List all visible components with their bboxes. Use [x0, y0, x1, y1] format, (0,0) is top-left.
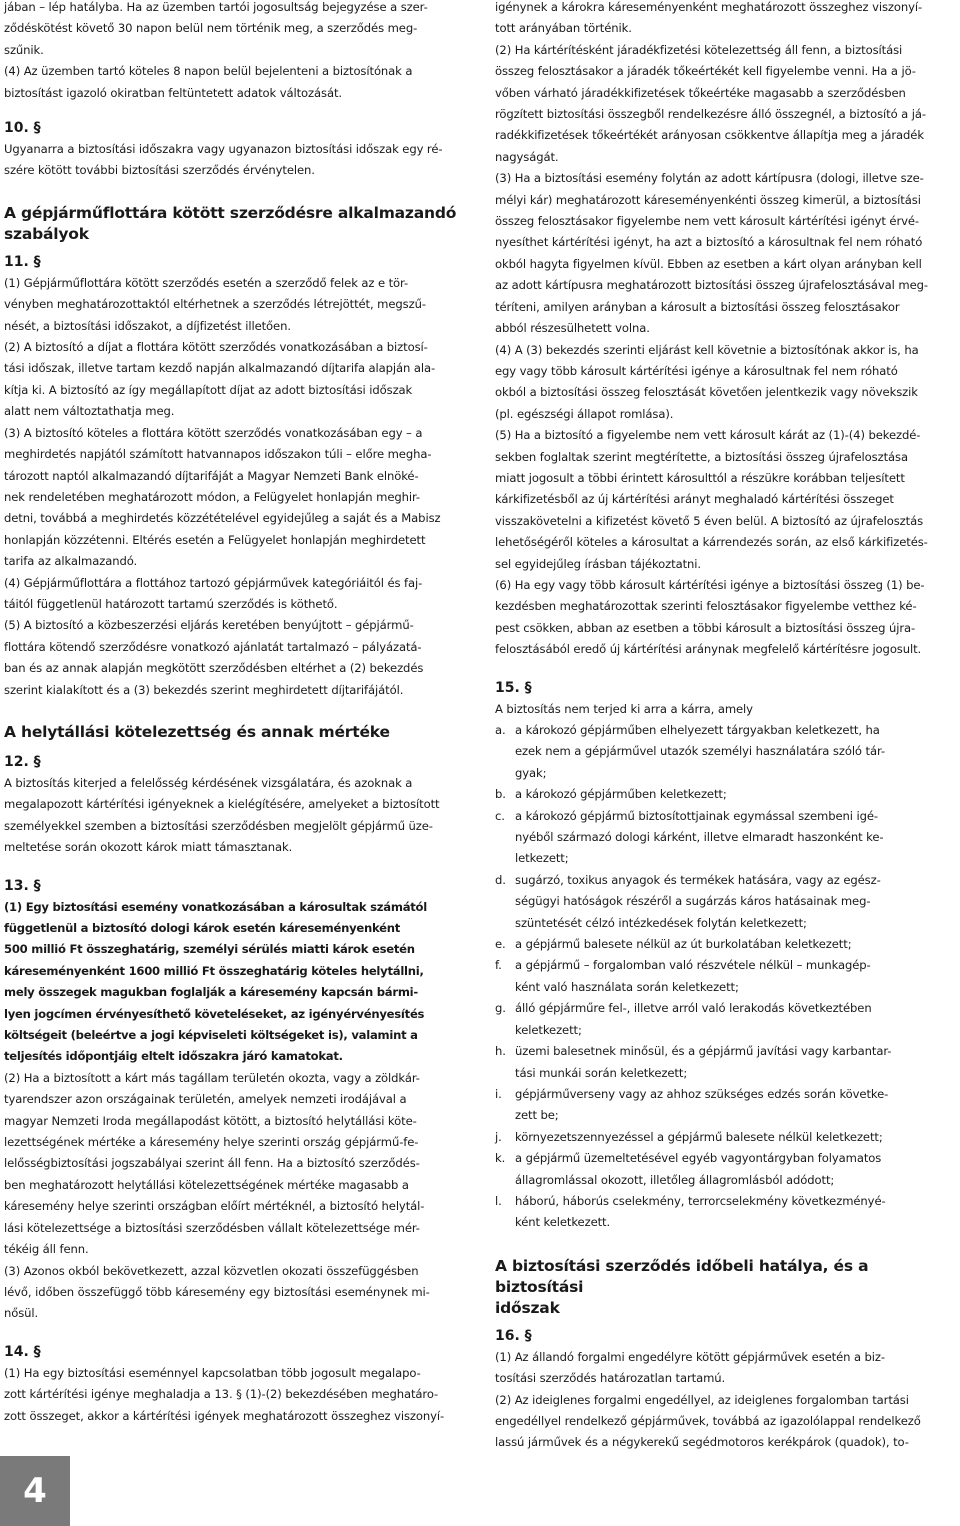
- list-item-letter: e.: [495, 937, 506, 952]
- exclusion-list: [495, 720, 957, 1234]
- paragraph: (5) A biztosító a közbeszerzési eljárás keretében benyújtott – gépjármű- flottára kötendő szerződésre vonatkozó ajánlatát tartalmazó – pályázatá- ban és az annak alapján megkötött szerződésben eltérhet a (2) bekezdés szerint kialakított és a (3) bekezdés szerint meghirdetett díjtarifájától.: [4, 618, 424, 697]
- list-item-letter: c.: [495, 808, 505, 823]
- list-item-letter: a.: [495, 723, 506, 737]
- paragraph: Ugyanarra a biztosítási időszakra vagy ugyanazon biztosítási időszak egy ré- szére kötött további biztosítási szerződés érvénytelen.: [4, 142, 443, 178]
- paragraph: (2) A biztosító a díjat a flottára kötött szerződés vonatkozásában a biztosí- tási időszak, illetve tartam kezdő napján alkalmazandó díjtarifa alapján ala- kítja ki. A biztosító az így megállapított díjat az adott biztosítási időszak alatt nem változtathatja meg.: [4, 340, 436, 419]
- paragraph: (1) Az állandó forgalmi engedélyre kötött gépjárművek esetén a biz- tosítási szerződés határozatlan tartamú.: [495, 1349, 885, 1386]
- section-heading: A biztosítási szerződés időbeli hatálya, és a biztosítási időszak: [495, 1256, 869, 1317]
- paragraph: (1) Ha egy biztosítási eseménnyel kapcsolatban több jogosult megalapo- zott kártérítési igénye meghaladja a 13. § (1)-(2) bekezdésében meghatáro- zott összeget, akkor a kártérítési igények meghatározott összeghez viszonyí-: [4, 1365, 445, 1423]
- list-item: [495, 806, 957, 870]
- paragraph: (3) A biztosító köteles a flottára kötött szerződés vonatkozásában egy – a meghirdetés napjától számított hatvannapos időszakon túli – előre megha- tározott naptól alkalmazandó díjtarifáját a Magyar Nemzeti Bank elnöké- nek rendeletében meghatározott módon, a Felügyelet honlapján meghir- detni, továbbá a meghirdetés közzétételével egyidejűleg a saját és a Mabisz honlapján közzétenni. Eltérés esetén a Felügyelet honlapján meghirdetett tarifa az alkalmazandó.: [4, 425, 441, 569]
- list-item-text: a károkozó gépjármű biztosítottjainak egymással szembeni igé- nyéből származó dologi kárként, illetve elmaradt haszonként ke- letkezett;: [515, 808, 884, 866]
- list-item-text: környezetszennyezéssel a gépjármű balesete nélkül keletkezett;: [515, 1129, 883, 1144]
- list-item-text: háború, háborús cselekmény, terrorcselekmény következményé- ként keletkezett.: [515, 1193, 886, 1230]
- paragraph-bold: (1) Egy biztosítási esemény vonatkozásában a károsultak számától függetlenül a biztosító dologi károk esetén káreseményenként 500 millió Ft összeghatárig, személyi sérülés miatti károk esetén káreseményenként 1600 millió Ft összeghatárig köteles helytállni, mely összegek magukban foglalják a káresemény kapcsán bármi- lyen jogcímen érvényesíthető követeléseket, az igényérvényesítés költségeit (beleértve a jogi képviseleti költségeket is), valamint a teljesítés időpontjáig eltelt időszakra járó kamatokat.: [4, 899, 427, 1064]
- list-item: [495, 955, 957, 998]
- left-column: [4, 0, 467, 1427]
- list-item-letter: d.: [495, 872, 506, 887]
- list-item: [495, 998, 957, 1041]
- section-number: 16. §: [495, 1327, 532, 1344]
- section-number: 15. §: [495, 679, 532, 696]
- section-number: 14. §: [4, 1343, 41, 1360]
- paragraph: A biztosítás nem terjed ki arra a kárra, amely: [495, 701, 753, 716]
- list-item: [495, 1041, 957, 1084]
- list-item: [495, 720, 957, 784]
- list-item: [495, 934, 957, 955]
- list-item-letter: b.: [495, 787, 506, 802]
- section-heading: A helytállási kötelezettség és annak mértéke: [4, 722, 390, 741]
- list-item-text: a gépjármű üzemeltetésével egyéb vagyontárgyban folyamatos állagromlással okozott, illetőleg állagromlásból adódott;: [515, 1151, 882, 1187]
- paragraph: A biztosítás kiterjed a felelősség kérdésének vizsgálatára, és azoknak a megalapozott kártérítési igényeknek a kielégítésére, amelyeket a biztosított személyekkel szemben a biztosítási szerződésben megjelölt gépjármű üze- meltetése során okozott károk miatt támasztanak.: [4, 775, 440, 855]
- paragraph: (4) Gépjárműflottára a flottához tartozó gépjárművek kategóriáitól és faj- táitól függetlenül határozott tartamú szerződés is köthető.: [4, 575, 423, 611]
- list-item-text: a gépjármű – forgalomban való részvétele nélkül – munkagép- ként való használata során keletkezett;: [515, 958, 871, 994]
- list-item-text: sugárzó, toxikus anyagok és termékek hatására, vagy az egész- ségügyi hatóságok részéről a sugárzás káros hatásainak meg- szüntetését célzó intézkedések folytán keletkezett;: [515, 872, 881, 930]
- list-item: [495, 1127, 957, 1148]
- paragraph: jában – lép hatályba. Ha az üzemben tartói jogosultság bejegyzése a szer- ződéskötést követő 30 napon belül nem történik meg, a szerződés meg- szűnik.: [4, 0, 428, 57]
- section-number: 10. §: [4, 120, 41, 137]
- list-item-letter: g.: [495, 1001, 506, 1016]
- list-item: [495, 1191, 957, 1234]
- list-item-text: a gépjármű balesete nélkül az út burkolatában keletkezett;: [515, 937, 852, 952]
- list-item-letter: i.: [495, 1086, 502, 1101]
- paragraph: (2) Ha a biztosított a kárt más tagállam területén okozta, vagy a zöldkár- tyarendszer azon országainak területén, amelyek nemzeti irodájával a magyar Nemzeti Iroda megállapodást kötött, a biztosító helytállási köte- lezettségének mértéke a káresemény helye szerinti ország gépjármű-fe- lelősségbiztosítási jogszabályai szerint áll fenn. Ha a biztosító szerződés- ben meghatározott helytállási kötelezettségének mértéke magasabb a káresemény helye szerinti országban előírt mértéknél, a biztosító helytál- lási kötelezettsége a biztosítási szerződésben vállalt kötelezettsége mér- tékéig áll fenn.: [4, 1070, 425, 1257]
- paragraph: (2) Ha kártérítésként járadékfizetési kötelezettség áll fenn, a biztosítási összeg felosztásakor a járadék tőkeértékét kell figyelembe venni. Ha a jö- vőben várható járadékkifizetések tőkeértéke magasabb a szerződésben rögzített biztosítási összegből rendelkezésre álló összegnél, a biztosító a já- radékkifizetések tőkeértékét arányosan csökkentve állapítja meg a járadék nagyságát.: [495, 42, 926, 164]
- list-item: [495, 870, 957, 934]
- list-item: [495, 784, 957, 805]
- paragraph: (4) Az üzemben tartó köteles 8 napon belül bejelenteni a biztosítónak a biztosítást igazoló okiratban feltüntetett adatok változását.: [4, 64, 413, 100]
- paragraph: (3) Ha a biztosítási esemény folytán az adott kártípusra (dologi, illetve sze- mélyi kár) meghatározott káreseményenkénti összeg kimerül, a biztosítási összeg felosztásakor figyelembe nem vett károsult kártérítési igényt érvé- nyesíthet kártérítési igényt, ha azt a biztosító a károsultnak fel nem róható okból hagyta figyelmen kívül. Ebben az esetben a kárt olyan arányban kell az adott kártípusra meghatározott biztosítási összeg újrafelosztásával meg- téríteni, amilyen arányban a károsult a biztosítási összeg felosztásakor abból részesülhetett volna.: [495, 171, 928, 336]
- paragraph: (5) Ha a biztosító a figyelembe nem vett károsult kárát az (1)-(4) bekezdé- sekben foglaltak szerint megtérítette, a biztosítási összeg újrafelosztása miatt jogosult a többi érintett károsulttól a részükre korábban teljesített kárkifizetésből az új kártérítési arányt meghaladó kártérítési összeget visszakövetelni a kifizetést követő 5 éven belül. A biztosító az újrafelosztás lehetőségéről köteles a károsultat a kárrendezés során, az első kárkifizetés- sel egyidejűleg írásban tájékoztatni.: [495, 428, 928, 571]
- list-item: [495, 1084, 957, 1127]
- list-item-letter: j.: [495, 1129, 502, 1144]
- list-item: [495, 1148, 957, 1191]
- list-item-text: a károkozó gépjárműben elhelyezett tárgyakban keletkezett, ha ezek nem a gépjárművel utazók személyi használatára szóló tár- gyak;: [515, 723, 885, 780]
- paragraph: (3) Azonos okból bekövetkezett, azzal közvetlen okozati összefüggésben lévő, időben összefüggő több káresemény egy biztosítási eseménynek mi- nősül.: [4, 1263, 430, 1321]
- section-number: 13. §: [4, 877, 41, 894]
- list-item-letter: f.: [495, 958, 502, 973]
- list-item-text: gépjárműverseny vagy az ahhoz szükséges edzés során követke- zett be;: [515, 1086, 889, 1123]
- section-heading: A gépjárműflottára kötött szerződésre alkalmazandó szabályok: [4, 203, 457, 243]
- paragraph: (2) Az ideiglenes forgalmi engedéllyel, az ideiglenes forgalomban tartási engedéllyel rendelkező gépjárművek, továbbá az igazolólappal rendelkező lassú járművek és a négykerekű segédmotoros kerékpárok (quadok), to-: [495, 1392, 921, 1450]
- list-item-letter: l.: [495, 1193, 502, 1208]
- paragraph: (4) A (3) bekezdés szerinti eljárást kell követnie a biztosítónak akkor is, ha egy vagy több károsult kártérítési igénye a károsultnak fel nem róható okból a biztosítási összeg felosztását követően jelentkezik vagy növekszik (pl. egészségi állapot romlása).: [495, 342, 919, 421]
- list-item-text: álló gépjárműre fel-, illetve arról való lerakodás következtében keletkezett;: [515, 1001, 872, 1037]
- right-column: [495, 0, 957, 1454]
- paragraph: (1) Gépjárműflottára kötött szerződés esetén a szerződő felek az e tör- vényben meghatározottaktól eltérhetnek a szerződés létrejöttét, megszű- nését, a biztosítási időszakot, a díjfizetést illetően.: [4, 275, 426, 333]
- section-number: 11. §: [4, 253, 41, 270]
- list-item-letter: h.: [495, 1044, 506, 1059]
- section-number: 12. §: [4, 753, 41, 770]
- paragraph: igénynek a károkra káreseményenként meghatározott összeghez viszonyí- tott arányában történik.: [495, 0, 923, 36]
- paragraph: (6) Ha egy vagy több károsult kártérítési igénye a biztosítási összeg (1) be- kezdésben meghatározottak szerinti felosztásakor figyelembe vetthez ké- pest csökken, abban az esetben a többi károsult a biztosítási összeg újra- felosztásából eredő új kártérítési aránynak megfelelő kártérítésre jogosult.: [495, 577, 925, 657]
- list-item-text: üzemi balesetnek minősül, és a gépjármű javítási vagy karbantar- tási munkái során keletkezett;: [515, 1044, 892, 1080]
- list-item-letter: k.: [495, 1151, 506, 1166]
- page-number: 4: [0, 1456, 70, 1526]
- list-item-text: a károkozó gépjárműben keletkezett;: [515, 787, 727, 802]
